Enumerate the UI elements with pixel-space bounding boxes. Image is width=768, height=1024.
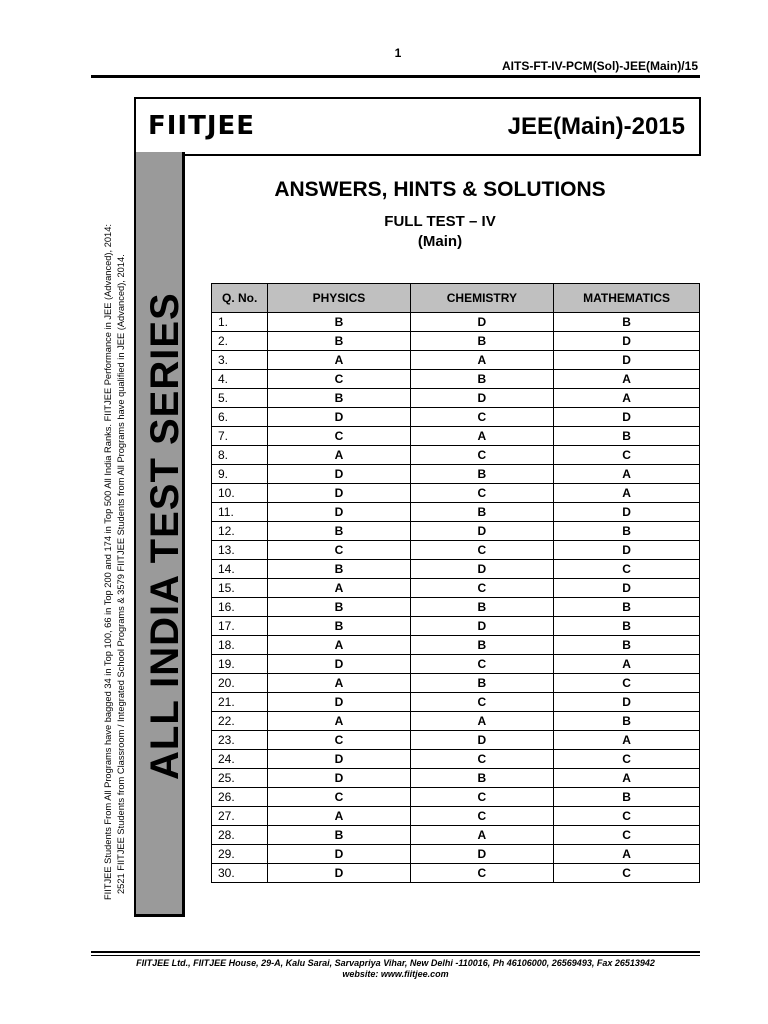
cell-chemistry: C — [410, 788, 554, 807]
table-row — [212, 598, 700, 617]
cell-physics: C — [268, 427, 410, 446]
cell-qno: 8. — [212, 446, 268, 465]
cell-chemistry: A — [410, 427, 554, 446]
cell-qno: 9. — [212, 465, 268, 484]
cell-physics: D — [268, 655, 410, 674]
exam-title: JEE(Main)-2015 — [507, 113, 685, 140]
cell-qno: 1. — [212, 313, 268, 332]
table-row — [212, 655, 700, 674]
cell-physics: C — [268, 788, 410, 807]
series-title: ALL INDIA TEST SERIES — [143, 292, 187, 780]
cell-chemistry: C — [410, 807, 554, 826]
cell-chemistry: B — [410, 674, 554, 693]
cell-chemistry: C — [410, 864, 554, 883]
cell-physics: D — [268, 484, 410, 503]
footer-address: FIITJEE Ltd., FIITJEE House, 29-A, Kalu Sarai, Sarvapriya Vihar, New Delhi -110016, Ph 46106000, 26569493, Fax 26513942 — [136, 958, 655, 968]
cell-mathematics: D — [554, 332, 700, 351]
test-name: FULL TEST – IV — [384, 213, 496, 230]
cell-chemistry: B — [410, 598, 554, 617]
table-row — [212, 332, 700, 351]
table-row — [212, 313, 700, 332]
cell-physics: D — [268, 845, 410, 864]
cell-physics: D — [268, 864, 410, 883]
cell-qno: 6. — [212, 408, 268, 427]
table-row — [212, 560, 700, 579]
cell-mathematics: D — [554, 503, 700, 522]
header-chemistry: CHEMISTRY — [410, 284, 554, 313]
table-row — [212, 769, 700, 788]
cell-qno: 3. — [212, 351, 268, 370]
cell-physics: A — [268, 446, 410, 465]
cell-chemistry: B — [410, 503, 554, 522]
cell-mathematics: A — [554, 465, 700, 484]
cell-chemistry: A — [410, 712, 554, 731]
cell-qno: 21. — [212, 693, 268, 712]
cell-qno: 14. — [212, 560, 268, 579]
cell-chemistry: C — [410, 541, 554, 560]
cell-physics: A — [268, 579, 410, 598]
header-physics: PHYSICS — [268, 284, 410, 313]
cell-physics: A — [268, 351, 410, 370]
cell-chemistry: D — [410, 560, 554, 579]
cell-mathematics: D — [554, 579, 700, 598]
cell-qno: 29. — [212, 845, 268, 864]
table-row — [212, 788, 700, 807]
cell-mathematics: C — [554, 560, 700, 579]
cell-chemistry: B — [410, 332, 554, 351]
table-header-row — [212, 284, 700, 313]
cell-physics: B — [268, 826, 410, 845]
cell-chemistry: C — [410, 484, 554, 503]
cell-chemistry: C — [410, 408, 554, 427]
cell-chemistry: C — [410, 655, 554, 674]
cell-qno: 20. — [212, 674, 268, 693]
cell-physics: B — [268, 389, 410, 408]
table-row — [212, 617, 700, 636]
cell-physics: A — [268, 712, 410, 731]
cell-qno: 5. — [212, 389, 268, 408]
cell-qno: 28. — [212, 826, 268, 845]
cell-chemistry: D — [410, 845, 554, 864]
cell-mathematics: A — [554, 845, 700, 864]
cell-qno: 13. — [212, 541, 268, 560]
cell-chemistry: C — [410, 579, 554, 598]
cell-qno: 18. — [212, 636, 268, 655]
cell-qno: 4. — [212, 370, 268, 389]
table-row — [212, 465, 700, 484]
cell-physics: C — [268, 370, 410, 389]
table-row — [212, 370, 700, 389]
cell-mathematics: C — [554, 864, 700, 883]
cell-chemistry: C — [410, 446, 554, 465]
cell-chemistry: A — [410, 351, 554, 370]
header-mathematics: MATHEMATICS — [554, 284, 700, 313]
cell-chemistry: D — [410, 389, 554, 408]
table-row — [212, 389, 700, 408]
cell-qno: 27. — [212, 807, 268, 826]
cell-mathematics: A — [554, 769, 700, 788]
cell-physics: D — [268, 750, 410, 769]
cell-mathematics: A — [554, 370, 700, 389]
cell-chemistry: D — [410, 522, 554, 541]
table-row — [212, 693, 700, 712]
answer-key-table — [211, 283, 700, 883]
cell-chemistry: A — [410, 826, 554, 845]
table-row — [212, 750, 700, 769]
page-number: 1 — [394, 46, 402, 60]
sub-heading — [180, 212, 700, 252]
cell-physics: D — [268, 769, 410, 788]
main-heading: ANSWERS, HINTS & SOLUTIONS — [274, 178, 606, 201]
cell-chemistry: D — [410, 731, 554, 750]
cell-physics: A — [268, 674, 410, 693]
cell-qno: 22. — [212, 712, 268, 731]
cell-mathematics: B — [554, 522, 700, 541]
cell-chemistry: D — [410, 617, 554, 636]
cell-mathematics: B — [554, 427, 700, 446]
table-row — [212, 826, 700, 845]
header-qno: Q. No. — [212, 284, 268, 313]
cell-mathematics: C — [554, 807, 700, 826]
cell-physics: A — [268, 636, 410, 655]
cell-mathematics: D — [554, 408, 700, 427]
cell-mathematics: A — [554, 655, 700, 674]
cell-qno: 15. — [212, 579, 268, 598]
table-row — [212, 541, 700, 560]
cell-mathematics: C — [554, 750, 700, 769]
header-box — [134, 97, 701, 156]
top-divider — [91, 75, 700, 78]
cell-physics: D — [268, 503, 410, 522]
cell-chemistry: D — [410, 313, 554, 332]
cell-qno: 24. — [212, 750, 268, 769]
cell-qno: 23. — [212, 731, 268, 750]
cell-chemistry: C — [410, 750, 554, 769]
table-row — [212, 579, 700, 598]
cell-qno: 16. — [212, 598, 268, 617]
side-text-line-1: FIITJEE Students From All Programs have bagged 34 in Top 100, 66 in Top 200 and 174 in Top 500 All India Ranks. FIITJEE Performance in JEE (Advanced), 2014: — [103, 224, 113, 900]
cell-mathematics: D — [554, 693, 700, 712]
cell-mathematics: B — [554, 598, 700, 617]
cell-chemistry: B — [410, 465, 554, 484]
cell-mathematics: B — [554, 313, 700, 332]
cell-physics: B — [268, 332, 410, 351]
cell-physics: D — [268, 465, 410, 484]
cell-qno: 19. — [212, 655, 268, 674]
cell-physics: C — [268, 541, 410, 560]
table-row — [212, 864, 700, 883]
cell-physics: B — [268, 313, 410, 332]
cell-physics: A — [268, 807, 410, 826]
table-row — [212, 845, 700, 864]
cell-mathematics: C — [554, 446, 700, 465]
table-row — [212, 522, 700, 541]
footer-website: website: www.fiitjee.com — [342, 969, 449, 979]
table-row — [212, 503, 700, 522]
table-row — [212, 408, 700, 427]
cell-physics: C — [268, 731, 410, 750]
footer-divider — [91, 951, 700, 953]
cell-physics: D — [268, 408, 410, 427]
cell-mathematics: C — [554, 826, 700, 845]
cell-qno: 10. — [212, 484, 268, 503]
cell-mathematics: D — [554, 351, 700, 370]
cell-physics: B — [268, 560, 410, 579]
side-text-line-2: 2521 FIITJEE Students from Classroom / Integrated School Programs & 3579 FIITJEE Students from All Programs have qualified in JEE (Advanced), 2014. — [116, 254, 126, 894]
table-row — [212, 351, 700, 370]
cell-physics: B — [268, 522, 410, 541]
cell-physics: B — [268, 598, 410, 617]
footer-divider-thin — [91, 955, 700, 956]
brand-logo: FIITJEE — [148, 111, 256, 141]
table-row — [212, 446, 700, 465]
cell-chemistry: B — [410, 636, 554, 655]
cell-mathematics: A — [554, 389, 700, 408]
cell-qno: 12. — [212, 522, 268, 541]
cell-qno: 25. — [212, 769, 268, 788]
cell-physics: D — [268, 693, 410, 712]
cell-chemistry: B — [410, 769, 554, 788]
table-row — [212, 712, 700, 731]
table-row — [212, 636, 700, 655]
cell-qno: 26. — [212, 788, 268, 807]
cell-mathematics: C — [554, 674, 700, 693]
cell-qno: 7. — [212, 427, 268, 446]
cell-mathematics: B — [554, 788, 700, 807]
cell-qno: 11. — [212, 503, 268, 522]
cell-mathematics: B — [554, 712, 700, 731]
test-type: (Main) — [417, 233, 463, 250]
table-row — [212, 731, 700, 750]
side-achievements-text — [102, 100, 132, 900]
cell-mathematics: D — [554, 541, 700, 560]
document-code: AITS-FT-IV-PCM(Sol)-JEE(Main)/15 — [501, 59, 698, 73]
cell-mathematics: A — [554, 731, 700, 750]
cell-physics: B — [268, 617, 410, 636]
table-row — [212, 484, 700, 503]
cell-qno: 17. — [212, 617, 268, 636]
cell-mathematics: B — [554, 636, 700, 655]
cell-chemistry: C — [410, 693, 554, 712]
table-row — [212, 807, 700, 826]
cell-mathematics: A — [554, 484, 700, 503]
cell-mathematics: B — [554, 617, 700, 636]
cell-chemistry: B — [410, 370, 554, 389]
table-row — [212, 674, 700, 693]
cell-qno: 2. — [212, 332, 268, 351]
cell-qno: 30. — [212, 864, 268, 883]
table-row — [212, 427, 700, 446]
series-sidebar — [134, 152, 185, 917]
